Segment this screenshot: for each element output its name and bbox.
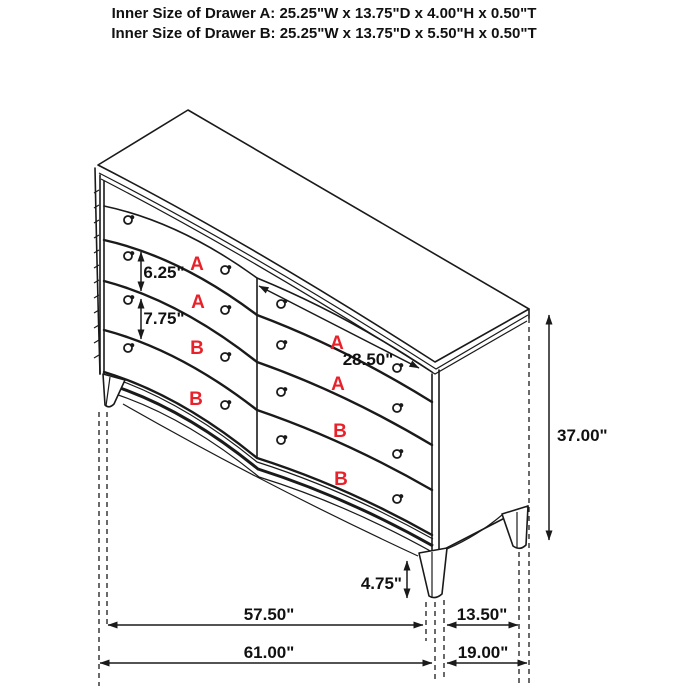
drawer-knob-icon: [124, 295, 134, 304]
drawer-label: A: [331, 374, 345, 395]
drawer-knob-icon: [393, 449, 403, 458]
drawer-knob-icon: [124, 251, 134, 260]
dim-overall-height: 37.00": [557, 426, 608, 445]
drawer-knob-icon: [124, 215, 134, 224]
dim-front-width: 57.50": [243, 605, 295, 624]
drawer-label: A: [330, 333, 344, 354]
drawer-label: B: [189, 389, 203, 410]
base-band-line-1: [104, 375, 433, 539]
front-left-leg: [103, 374, 125, 407]
dim-side-depth: 13.50": [456, 605, 508, 624]
drawer-knob-icon: [124, 343, 134, 352]
dim-drawer-width: 28.50": [342, 350, 394, 369]
front-skirt-edge: [123, 404, 418, 556]
drawer-label: A: [190, 254, 204, 275]
drawer-label: B: [333, 421, 347, 442]
extension-lines: [99, 318, 529, 686]
title-drawer-a-size: Inner Size of Drawer A: 25.25"W x 13.75"D x 4.00"H x 0.50"T: [111, 5, 537, 22]
title-block: [0, 4, 648, 44]
dim-drawer-b-height: 7.75": [143, 309, 185, 328]
drawer-row4-bottom-edge: [104, 372, 432, 535]
drawer-knob-icon: [221, 305, 231, 314]
drawer-knob-icon: [393, 403, 403, 412]
drawer-knob-icon: [393, 363, 403, 372]
drawer-knob-icon: [221, 352, 231, 361]
dresser-body: [94, 110, 529, 598]
drawer-label: B: [190, 338, 204, 359]
drawer-knob-icon: [393, 494, 403, 503]
dim-leg-height: 4.75": [360, 574, 402, 593]
drawer-label: B: [334, 469, 348, 490]
drawer-knob-icon: [221, 400, 231, 409]
drawer-label: A: [191, 292, 205, 313]
drawer-knob-icon: [277, 387, 287, 396]
front-right-leg: [419, 548, 447, 598]
drawer-knob-icon: [277, 435, 287, 444]
dim-drawer-a-height: 6.25": [143, 263, 185, 282]
title-drawer-b-size: Inner Size of Drawer B: 25.25"W x 13.75"D x 5.50"H x 0.50"T: [111, 25, 537, 42]
dim-overall-width: 61.00": [243, 643, 295, 662]
dim-overall-depth: 19.00": [457, 643, 509, 662]
drawer-knob-icon: [221, 265, 231, 274]
drawer-knob-icon: [277, 340, 287, 349]
rear-right-leg: [502, 506, 528, 548]
